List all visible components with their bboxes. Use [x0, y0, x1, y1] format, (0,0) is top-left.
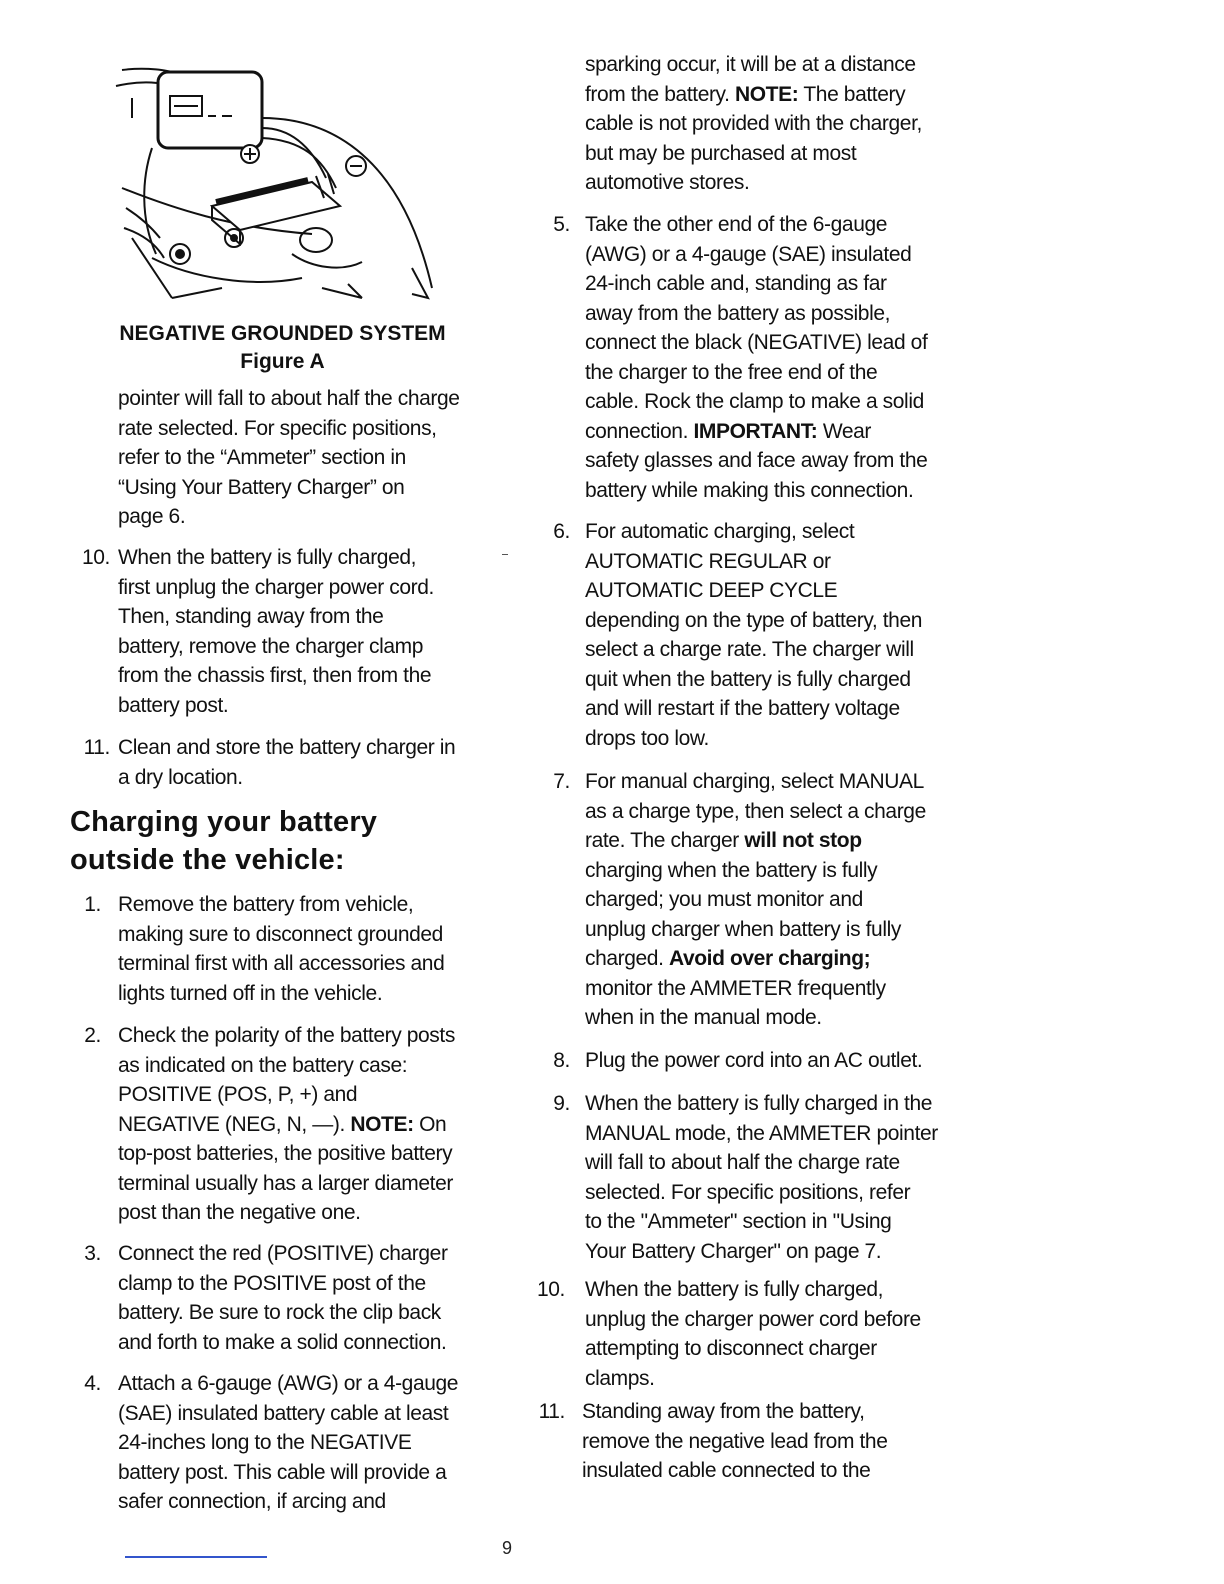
- page-number: 9: [502, 1538, 513, 1558]
- left-continuation: pointer will fall to about half the charge rate selected. For specific positions, refer to the “Ammeter” section in “Using Your Battery Charger” on page 6.: [118, 387, 460, 528]
- right-continuation: sparking occur, it will be at a distance from the battery. NOTE: The battery cable is not provided with the charger, but may be purchased at most automotive stores.: [585, 53, 922, 194]
- battery-charger-illustration: [112, 58, 442, 306]
- section-heading: Charging your battery outside the vehicle:: [70, 806, 378, 876]
- figure-label: Figure A: [240, 350, 325, 373]
- footer-rule: [125, 1556, 267, 1558]
- figure-caption: NEGATIVE GROUNDED SYSTEM: [119, 322, 446, 345]
